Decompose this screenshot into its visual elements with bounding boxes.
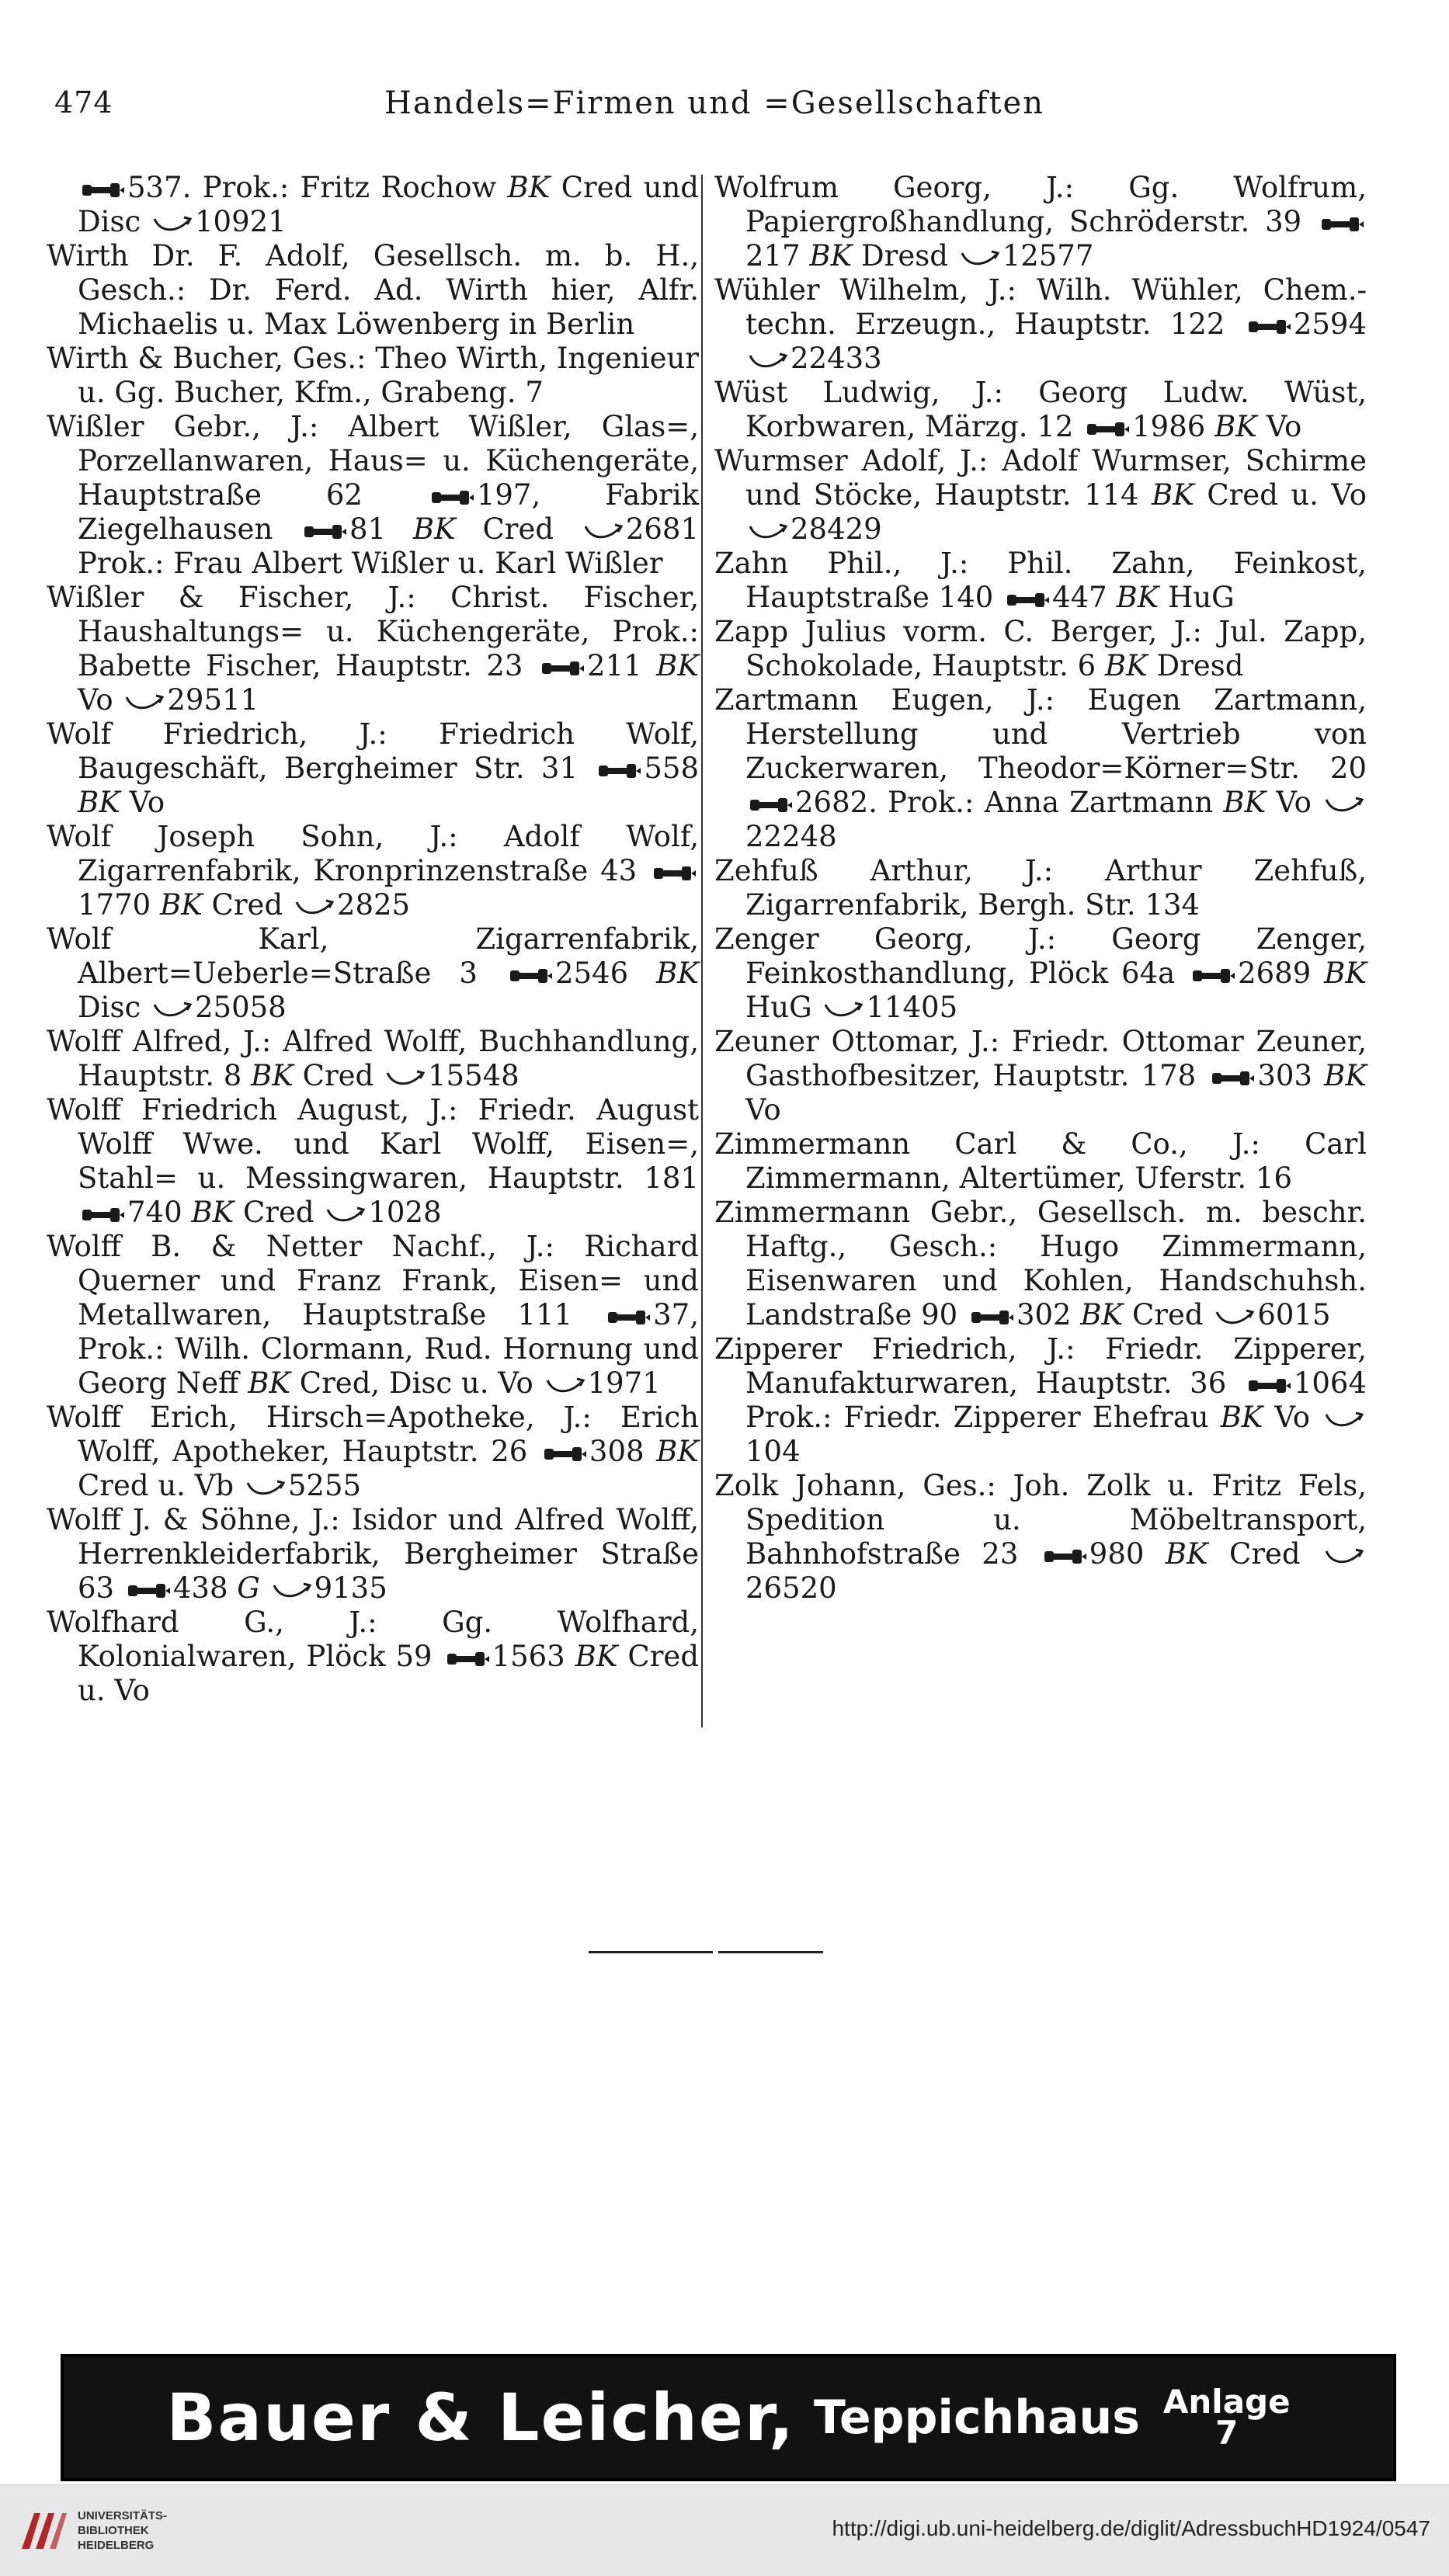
telegraph-horn-icon [295, 897, 334, 918]
directory-entry [47, 1503, 699, 1606]
telephone-receiver-icon [606, 1307, 650, 1328]
bank-code: BK [1223, 786, 1267, 819]
bank-code: BK [1104, 649, 1148, 682]
directory-entry [714, 922, 1367, 1025]
directory-entry [714, 1025, 1367, 1127]
bank-code: BK [575, 1640, 618, 1673]
bank-code: BK [248, 1366, 291, 1400]
entry-text: Wolff Erich, Hirsch=Apotheke, J.: Erich Wolff, Apotheker, Hauptstr. 26 [47, 1401, 699, 1468]
postal-check-number: 5255 [287, 1469, 362, 1502]
ad-annex-text: Anlage [1162, 2383, 1291, 2421]
postal-check-number: 104 [745, 1435, 801, 1468]
phone-number: 303 [1257, 1059, 1312, 1092]
bank-names: Vo [129, 786, 165, 819]
telephone-receiver-icon [1043, 1547, 1086, 1567]
telegraph-horn-icon [1325, 1410, 1364, 1430]
bank-code: BK [656, 1435, 700, 1468]
entry-text: Wüst Ludwig, J.: Georg Ludw. Wüst, Korbwaren, Märzg. 12 [714, 376, 1367, 443]
postal-check-number: 28429 [791, 512, 882, 546]
entry-text: Zipperer Friedrich, J.: Friedr. Zipperer, Manufakturwaren, Hauptstr. 36 [714, 1332, 1367, 1400]
section-end-rule [718, 1951, 823, 1953]
postal-check-number: 22248 [745, 820, 837, 853]
entry-text: Wolfhard G., J.: Gg. Wolfhard, Kolonialwaren, Plöck 59 [47, 1606, 699, 1673]
entry-text: Wißler & Fischer, J.: Christ. Fischer, Haushaltungs= u. Küchengeräte, Prok.: Babette Fischer, Hauptstr. 23 [47, 581, 699, 682]
postal-check-number: 26520 [745, 1571, 837, 1605]
ad-annex-number: 7 [1215, 2414, 1239, 2452]
directory-entry [47, 717, 699, 820]
entry-text: Prok.: Friedr. Zipperer Ehefrau [745, 1401, 1209, 1434]
telephone-receiver-icon [1086, 419, 1129, 439]
telephone-receiver-icon [127, 1581, 170, 1601]
left-column [47, 171, 699, 1708]
telegraph-horn-icon [153, 214, 192, 234]
bank-names: HuG [745, 991, 812, 1024]
bank-code: BK [656, 649, 699, 682]
directory-entry [47, 239, 699, 342]
telegraph-horn-icon [153, 1000, 192, 1020]
postal-check-number: 25058 [194, 991, 287, 1024]
telephone-receiver-icon [652, 863, 696, 884]
telegraph-horn-icon [326, 1205, 365, 1225]
telephone-receiver-icon [1211, 1068, 1254, 1088]
entry-text: Wolff Alfred, J.: Alfred Wolff, Buchhandlung, Hauptstr. 8 [47, 1025, 699, 1092]
bank-names: Vo [78, 683, 113, 717]
bank-names: Cred [1131, 1298, 1204, 1331]
library-logo-icon [17, 2507, 68, 2553]
bank-code: BK [1220, 1401, 1263, 1434]
phone-number: 1986 [1132, 410, 1206, 443]
bank-code: BK [1116, 581, 1159, 614]
telephone-receiver-icon [303, 522, 346, 542]
running-title: Handels=Firmen und =Gesellschaften [384, 85, 1044, 121]
entry-text: Zolk Johann, Ges.: Joh. Zolk u. Fritz Fels, Spedition u. Möbeltransport, Bahnhofstraße 23 [714, 1469, 1367, 1571]
entry-text: Zeuner Ottomar, J.: Friedr. Ottomar Zeuner, Gasthofbesitzer, Hauptstr. 178 [714, 1025, 1367, 1092]
phone-number: 980 [1089, 1537, 1145, 1571]
directory-entry [714, 273, 1367, 376]
telephone-receiver-icon [540, 658, 584, 679]
footer-bar [0, 2484, 1449, 2576]
phone-number: 438 [172, 1571, 228, 1605]
bank-names: Cred, Disc u. Vo [299, 1366, 533, 1400]
telegraph-horn-icon [824, 1000, 863, 1020]
bank-names: Vo [745, 1093, 781, 1127]
directory-entry [47, 1230, 699, 1401]
phone-number: 2546 [554, 956, 629, 990]
bank-code: BK [1152, 478, 1194, 512]
phone-number: 1064 [1293, 1366, 1367, 1400]
telephone-receiver-icon [749, 795, 792, 815]
page-number: 474 [54, 85, 113, 120]
directory-entry [47, 1606, 699, 1708]
entry-text: . Prok.: Anna Zartmann [868, 786, 1214, 819]
telegraph-horn-icon [1325, 795, 1364, 815]
telephone-receiver-icon [446, 1649, 489, 1669]
bank-code: BK [1080, 1298, 1124, 1331]
phone-number: 447 [1052, 581, 1107, 614]
telegraph-horn-icon [246, 1478, 285, 1498]
phone-number: 558 [644, 752, 699, 785]
library-name: UNIVERSITÄTS- BIBLIOTHEK HEIDELBERG [78, 2509, 168, 2552]
column-divider [701, 175, 703, 1727]
entry-text: Zenger Georg, J.: Georg Zenger, Feinkosthandlung, Plöck 64a [714, 922, 1367, 990]
bank-code: BK [1324, 1059, 1367, 1092]
phone-number: 740 [127, 1196, 182, 1229]
telephone-receiver-icon [509, 966, 552, 986]
telephone-receiver-icon [970, 1307, 1013, 1328]
entry-text: Wurmser Adolf, J.: Adolf Wurmser, Schirme und Stöcke, Hauptstr. 114 [714, 444, 1367, 512]
bank-names: Vo [1266, 410, 1302, 443]
directory-entry [47, 1401, 699, 1503]
directory-entry [47, 410, 699, 581]
phone-number: 211 [586, 649, 642, 682]
directory-entry [714, 615, 1367, 683]
directory-entry [714, 376, 1367, 444]
telephone-receiver-icon [1006, 590, 1049, 610]
postal-check-number: 12577 [1002, 239, 1094, 273]
directory-entry [47, 581, 699, 717]
telegraph-horn-icon [386, 1068, 425, 1088]
bank-names: Cred u. Vo [1207, 478, 1367, 512]
entry-text: Prok.: Frau Albert Wißler u. Karl Wißler [78, 547, 663, 580]
telegraph-horn-icon [1215, 1307, 1254, 1328]
directory-entry [714, 1196, 1367, 1332]
bank-code: BK [656, 956, 699, 990]
bank-names: Cred [243, 1196, 314, 1229]
entry-text: Wolff B. & Netter Nachf., J.: Richard Querner und Franz Frank, Eisen= und Metallwaren, Hauptstraße 111 [47, 1230, 699, 1331]
bank-code: BK [159, 888, 203, 922]
entry-text: 537. Prok.: Fritz Rochow [127, 171, 497, 204]
bank-names: Cred u. Vb [78, 1469, 235, 1502]
telegraph-horn-icon [749, 351, 787, 371]
telephone-receiver-icon [543, 1444, 586, 1464]
telephone-receiver-icon [597, 761, 641, 781]
telephone-receiver-icon [430, 488, 474, 508]
entry-text: Wolff Friedrich August, J.: Friedr. August Wolff Wwe. und Karl Wolff, Eisen=, Stahl= u. Messingwaren, Hauptstr. 181 [47, 1093, 699, 1195]
postal-check-number: 2825 [336, 888, 411, 922]
bank-code: BK [507, 171, 551, 204]
telephone-receiver-icon [1247, 317, 1291, 337]
phone-number: 308 [589, 1435, 645, 1468]
telegraph-horn-icon [546, 1376, 585, 1396]
telegraph-horn-icon [961, 248, 999, 269]
section-end-rule [589, 1951, 713, 1953]
directory-entry [714, 444, 1367, 547]
postal-check-number: 11405 [866, 991, 958, 1024]
phone-number: 81 [349, 512, 387, 546]
bank-names: Dresd [1156, 649, 1244, 682]
directory-entry [714, 683, 1367, 854]
bank-code: BK [1324, 956, 1367, 990]
phone-number: 1770 [78, 888, 151, 922]
postal-check-number: 6015 [1257, 1298, 1331, 1331]
phone-number: 197 [476, 478, 532, 512]
entry-text: Wolf Karl, Zigarrenfabrik, Albert=Ueberle=Straße 3 [47, 922, 699, 990]
telephone-receiver-icon [81, 1205, 124, 1225]
bank-code: G [237, 1571, 260, 1605]
entry-text: Wirth Dr. F. Adolf, Gesellsch. m. b. H., Gesch.: Dr. Ferd. Ad. Wirth hier, Alfr. Michaelis u. Max Löwenberg in Berlin [47, 239, 699, 341]
telephone-receiver-icon [1191, 966, 1235, 986]
bank-names: Cred u. Vo [78, 1640, 700, 1707]
page-header [54, 85, 1374, 132]
directory-entry [714, 1127, 1367, 1196]
entry-text: Wißler Gebr., J.: Albert Wißler, Glas=, Porzellanwaren, Haus= u. Küchengeräte, Hauptstraße 62 [47, 410, 699, 512]
bank-names: Cred [302, 1059, 374, 1092]
entry-text: Wühler Wilhelm, J.: Wilh. Wühler, Chem.-techn. Erzeugn., Hauptstr. 122 [714, 273, 1367, 341]
entry-text: , Prok.: Wilh. Clormann, Rud. Hornung und Georg Neff [78, 1298, 699, 1400]
entry-text: Wolf Friedrich, J.: Friedrich Wolf, Baugeschäft, Bergheimer Str. 31 [47, 717, 699, 785]
bank-names: Vo [1274, 1401, 1311, 1434]
bank-names: Cred und Disc [78, 171, 699, 238]
telegraph-horn-icon [273, 1581, 311, 1601]
directory-entry [47, 922, 699, 1025]
bank-code: BK [251, 1059, 294, 1092]
entry-text: Zehfuß Arthur, J.: Arthur Zehfuß, Zigarrenfabrik, Bergh. Str. 134 [714, 854, 1367, 922]
bank-names: Cred [211, 888, 283, 922]
directory-entry [714, 854, 1367, 922]
directory-entry [47, 342, 699, 410]
ad-business-type: Teppichhaus [813, 2390, 1140, 2445]
postal-check-number: 2681 [625, 512, 699, 546]
postal-check-number: 15548 [428, 1059, 519, 1092]
telegraph-horn-icon [584, 522, 623, 542]
telegraph-horn-icon [749, 522, 787, 542]
bank-names: Disc [78, 991, 141, 1024]
bank-code: BK [191, 1196, 235, 1229]
postal-check-number: 29511 [167, 683, 259, 717]
entry-text: Zimmermann Carl & Co., J.: Carl Zimmermann, Altertümer, Uferstr. 16 [714, 1127, 1367, 1195]
directory-entry [714, 1332, 1367, 1469]
bank-code: BK [1165, 1537, 1208, 1571]
ad-company-name: Bauer & Leicher, [166, 2380, 795, 2456]
phone-number: 2689 [1238, 956, 1312, 990]
entry-text: Zartmann Eugen, J.: Eugen Zartmann, Herstellung und Vertrieb von Zuckerwaren, Theodor=Körner=Str. 20 [714, 683, 1367, 785]
directory-entry [47, 171, 699, 239]
entry-text: Wolfrum Georg, J.: Gg. Wolfrum, Papiergroßhandlung, Schröderstr. 39 [714, 171, 1367, 238]
bank-code: BK [412, 512, 456, 546]
telephone-receiver-icon [81, 180, 124, 200]
advertisement-banner [61, 2354, 1396, 2481]
phone-number: 37 [653, 1298, 690, 1331]
right-column [714, 171, 1367, 1606]
bank-names: Cred [1229, 1537, 1301, 1571]
ad-annex-label [1162, 2383, 1291, 2452]
entry-text: Wirth & Bucher, Ges.: Theo Wirth, Ingenieur u. Gg. Bucher, Kfm., Grabeng. 7 [47, 342, 699, 409]
telegraph-horn-icon [125, 693, 164, 713]
bank-names: Cred [482, 512, 554, 546]
bank-names: Dresd [861, 239, 948, 273]
directory-entry [47, 1093, 699, 1230]
entry-text: Zapp Julius vorm. C. Berger, J.: Jul. Zapp, Schokolade, Hauptstr. 6 [714, 615, 1367, 682]
bank-code: BK [809, 239, 853, 273]
source-url-link[interactable]: http://digi.ub.uni-heidelberg.de/diglit/AdressbuchHD1924/0547 [832, 2516, 1430, 2540]
telegraph-horn-icon [1325, 1547, 1364, 1567]
postal-check-number: 1971 [587, 1366, 661, 1400]
phone-number: 302 [1016, 1298, 1072, 1331]
bank-names: Vo [1276, 786, 1312, 819]
directory-entry [714, 1469, 1367, 1606]
phone-number: 217 [745, 239, 801, 273]
bank-code: BK [1214, 410, 1257, 443]
entry-text: Wolf Joseph Sohn, J.: Adolf Wolf, Zigarrenfabrik, Kronprinzenstraße 43 [47, 820, 699, 887]
phone-number: 1563 [492, 1640, 565, 1673]
entry-text: Wolff J. & Söhne, J.: Isidor und Alfred Wolff, Herrenkleiderfabrik, Bergheimer Straße 63 [47, 1503, 699, 1605]
bank-code: BK [78, 786, 120, 819]
entry-text: Zimmermann Gebr., Gesellsch. m. beschr. Haftg., Gesch.: Hugo Zimmermann, Eisenwaren und Kohlen, Handschuhsh. Landstraße 90 [714, 1196, 1367, 1331]
telephone-receiver-icon [1247, 1376, 1291, 1396]
phone-number: 2682 [795, 786, 869, 819]
postal-check-number: 9135 [314, 1571, 387, 1605]
telephone-receiver-icon [1320, 214, 1364, 234]
postal-check-number: 22433 [791, 342, 882, 375]
directory-entry [714, 171, 1367, 273]
entry-text: Zahn Phil., J.: Phil. Zahn, Feinkost, Hauptstraße 140 [714, 547, 1367, 614]
directory-entry [47, 820, 699, 922]
phone-number: 2594 [1293, 307, 1367, 341]
postal-check-number: 10921 [194, 205, 287, 238]
directory-entry [714, 547, 1367, 615]
entry-text: , Fabrik Ziegelhausen [78, 478, 699, 546]
bank-names: HuG [1168, 581, 1235, 614]
postal-check-number: 1028 [368, 1196, 442, 1229]
directory-entry [47, 1025, 699, 1093]
